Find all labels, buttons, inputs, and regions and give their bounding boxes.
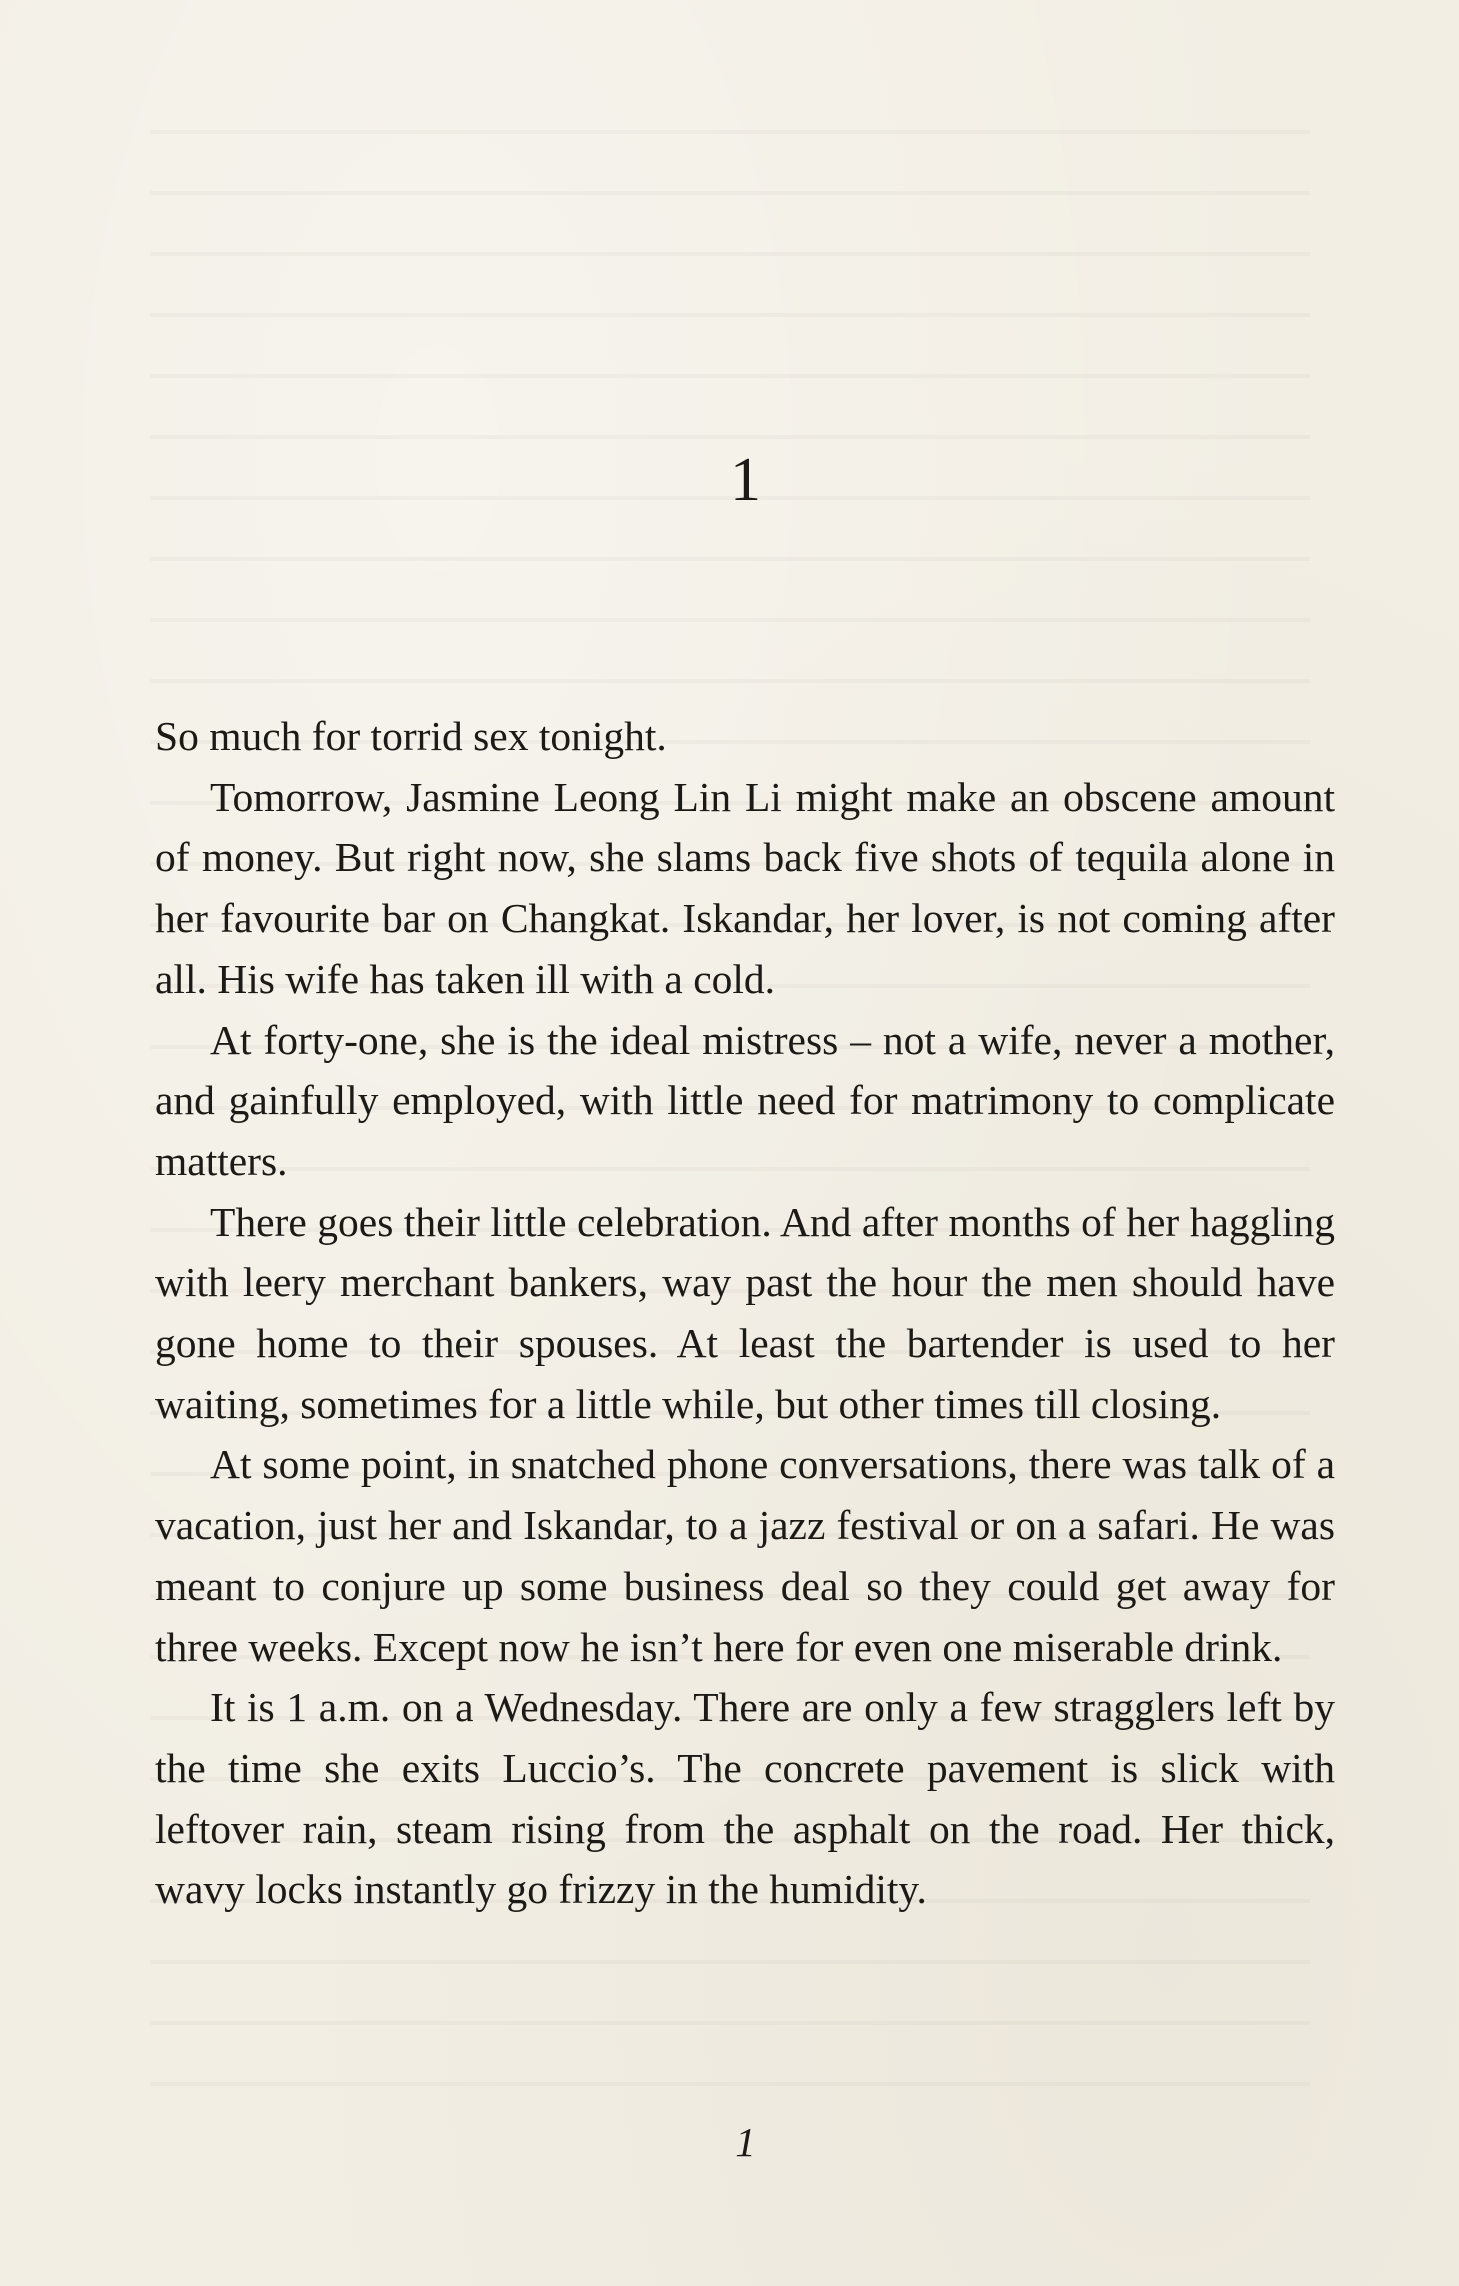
chapter-body xyxy=(155,706,1335,1920)
paragraph: So much for torrid sex tonight. xyxy=(155,713,667,759)
paragraph: Tomorrow, Jasmine Leong Lin Li might make an obscene amount of money. But right now, she slams back five shots of tequila alone in her favourite bar on Changkat. Iskandar, her lover, is not coming after all. His wife has taken ill with a cold. xyxy=(155,773,1335,1002)
paragraph: At some point, in snatched phone conversations, there was talk of a vacation, just her and Iskandar, to a jazz festival or on a safari. He was meant to conjure up some business deal so they could get away for three weeks. Except now he isn’t here for even one miserable drink. xyxy=(155,1441,1335,1670)
paragraph: At forty-one, she is the ideal mistress – not a wife, never a mother, and gainfully employed, with little need for matrimony to complicate matters. xyxy=(155,1016,1335,1184)
page-number: 1 xyxy=(735,2119,756,2165)
paragraph: It is 1 a.m. on a Wednesday. There are only a few stragglers left by the time she exits Luccio’s. The concrete pavement is slick with leftover rain, steam rising from the asphalt on the road. Her thick, wavy locks instantly go frizzy in the humidity. xyxy=(155,1684,1335,1913)
paragraph: There goes their little celebration. And after months of her haggling with leery merchant bankers, way past the hour the men should have gone home to their spouses. At least the bartender is used to her waiting, sometimes for a little while, but other times till closing. xyxy=(155,1198,1335,1427)
chapter-number: 1 xyxy=(730,446,761,514)
